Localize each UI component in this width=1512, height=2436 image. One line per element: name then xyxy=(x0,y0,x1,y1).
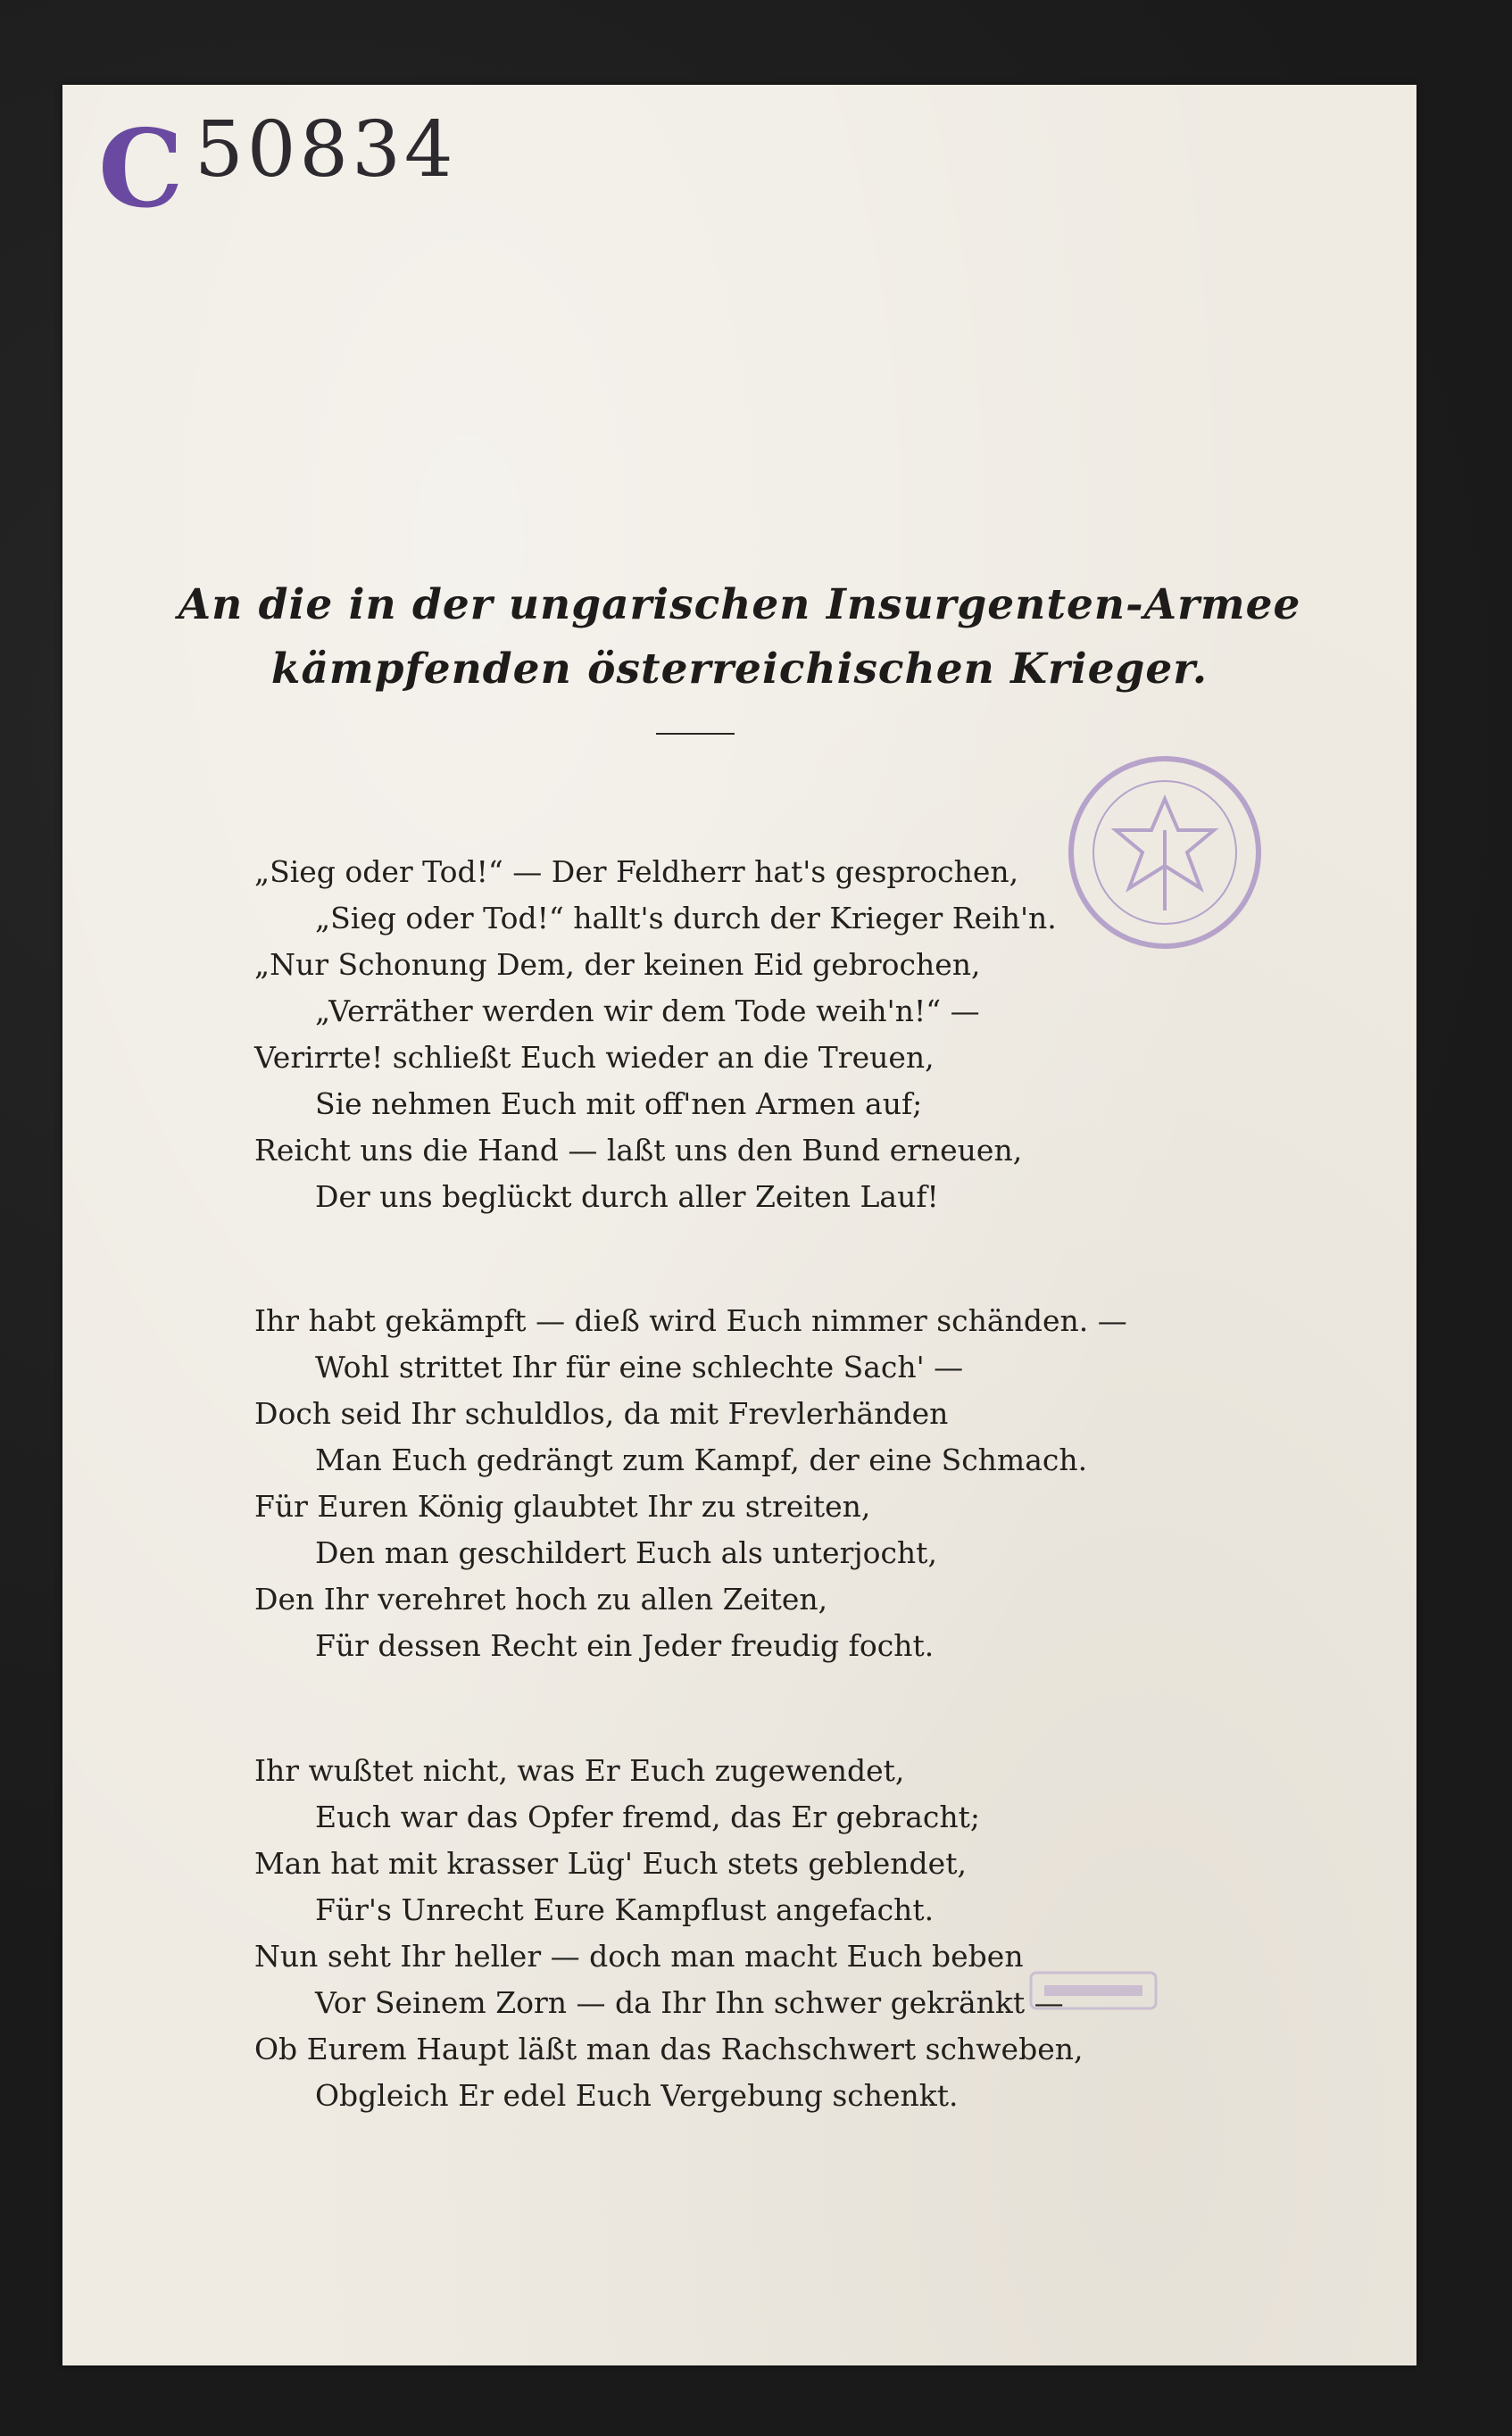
title-divider xyxy=(656,733,735,735)
poem-line: Man Euch gedrängt zum Kampf, der eine Schmach. xyxy=(315,1442,1088,1477)
document-sheet xyxy=(62,85,1416,2365)
title-line-1: An die in der ungarischen Insurgenten-Armee xyxy=(178,580,1301,629)
poem-line: Den Ihr verehret hoch zu allen Zeiten, xyxy=(254,1582,828,1617)
poem-line: Den man geschildert Euch als unterjocht, xyxy=(315,1535,937,1570)
poem-line: Reicht uns die Hand — laßt uns den Bund erneuen, xyxy=(254,1133,1023,1168)
poem-line: „Sieg oder Tod!“ hallt's durch der Krieger Reih'n. xyxy=(315,901,1057,935)
poem-line: Obgleich Er edel Euch Vergebung schenkt. xyxy=(315,2078,959,2113)
poem-line: Ihr habt gekämpft — dieß wird Euch nimmer schänden. — xyxy=(254,1303,1127,1338)
poem-line: „Verräther werden wir dem Tode weih'n!“ — xyxy=(315,994,980,1028)
poem-line: Vor Seinem Zorn — da Ihr Ihn schwer gekränkt — xyxy=(315,1985,1064,2020)
archive-stamp-letter: C xyxy=(98,106,184,232)
poem-line: Verirrte! schließt Euch wieder an die Treuen, xyxy=(254,1040,935,1075)
poem-line: Ob Eurem Haupt läßt man das Rachschwert schweben, xyxy=(254,2032,1084,2066)
poem-line: „Nur Schonung Dem, der keinen Eid gebrochen, xyxy=(254,947,981,982)
poem-line: Für's Unrecht Eure Kampflust angefacht. xyxy=(315,1892,935,1927)
poem-line: Euch war das Opfer fremd, das Er gebracht; xyxy=(315,1800,980,1834)
poem-line: „Sieg oder Tod!“ — Der Feldherr hat's gesprochen, xyxy=(254,854,1019,889)
poem-line: Nun seht Ihr heller — doch man macht Euch beben xyxy=(254,1939,1024,1974)
title-line-2: kämpfenden österreichischen Krieger. xyxy=(270,644,1209,694)
archive-number: 50834 xyxy=(195,105,457,195)
poem-line: Für Euren König glaubtet Ihr zu streiten, xyxy=(254,1489,871,1524)
poem-line: Wohl strittet Ihr für eine schlechte Sach' — xyxy=(315,1350,964,1384)
poem-line: Man hat mit krasser Lüg' Euch stets geblendet, xyxy=(254,1846,967,1881)
poem-line: Ihr wußtet nicht, was Er Euch zugewendet, xyxy=(254,1753,905,1788)
poem-line: Sie nehmen Euch mit off'nen Armen auf; xyxy=(315,1086,923,1121)
seal-stamp-icon xyxy=(1058,745,1272,960)
poem-line: Der uns beglückt durch aller Zeiten Lauf! xyxy=(315,1179,939,1214)
poem-line: Für dessen Recht ein Jeder freudig focht. xyxy=(315,1628,935,1663)
poem-line: Doch seid Ihr schuldlos, da mit Frevlerhänden xyxy=(254,1396,949,1431)
